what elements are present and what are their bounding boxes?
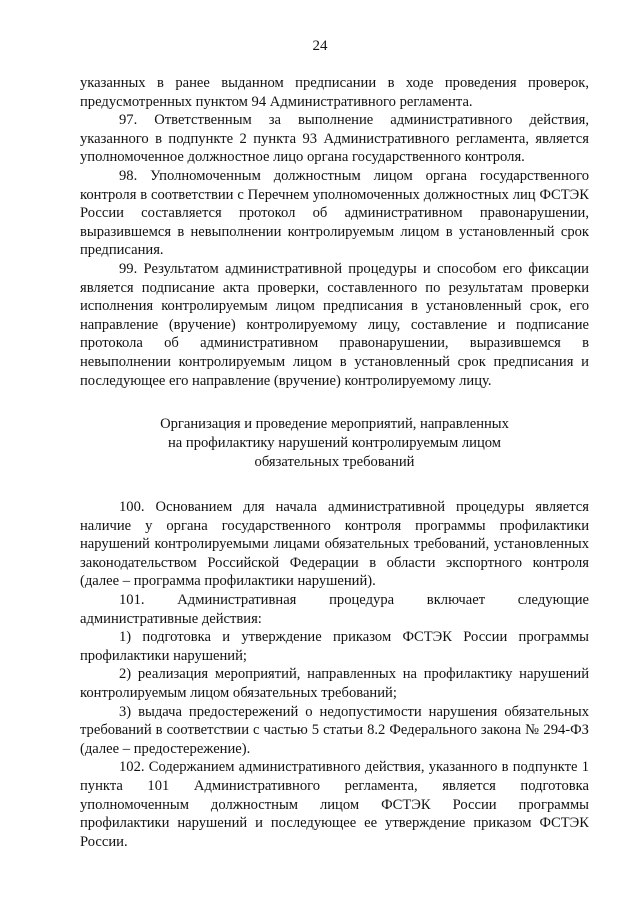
section-body xyxy=(80,498,589,851)
paragraph-99: 99. Результатом административной процедуры и способом его фиксации является подписание акта проверки, составленного по результатам проверки исполнения контролируемым лицом предписания в установленный срок, его направление (вручение) контролируемому лицу, составление и подписание протокола об административном правонарушении, выразившемся в невыполнении контролируемым лицом в установленный срок предписания и последующее его направление (вручение) контролируемому лицу. xyxy=(80,260,589,389)
section-heading-line-1: Организация и проведение мероприятий, направленных xyxy=(160,416,509,433)
paragraph-100: 100. Основанием для начала административной процедуры является наличие у органа государственного контроля программы профилактики нарушений контролируемыми лицами обязательных требований, установленных законодательством Российской Федерации в области экспортного контроля (далее – программа профилактики нарушений). xyxy=(80,499,589,590)
document-body xyxy=(80,74,589,851)
paragraph-101-item-3: 3) выдача предостережений о недопустимости нарушения обязательных требований в соответствии с частью 5 статьи 8.2 Федерального закона № 294-ФЗ (далее – предостережение). xyxy=(80,703,589,757)
section-heading xyxy=(80,415,589,472)
paragraph-continuation: указанных в ранее выданном предписании в ходе проведения проверок, предусмотренных пунктом 94 Административного регламента. xyxy=(80,75,589,110)
section-heading-line-3: обязательных требований xyxy=(254,454,415,471)
paragraph-101-item-1: 1) подготовка и утверждение приказом ФСТЭК России программы профилактики нарушений; xyxy=(80,629,589,664)
page-number: 24 xyxy=(312,38,328,54)
paragraph-101: 101. Административная процедура включает следующие административные действия: xyxy=(80,592,589,627)
paragraph-102: 102. Содержанием административного действия, указанного в подпункте 1 пункта 101 Административного регламента, является подготовка уполномоченным должностным лицом ФСТЭК России программы профилактики нарушений и последующее ее утверждение приказом ФСТЭК России. xyxy=(80,759,589,850)
paragraph-98: 98. Уполномоченным должностным лицом органа государственного контроля в соответствии с Перечнем уполномоченных должностных лиц ФСТЭК России составляется протокол об административном правонарушении, выразившемся в невыполнении контролируемым лицом в установленный срок предписания. xyxy=(80,167,589,259)
section-heading-line-2: на профилактику нарушений контролируемым лицом xyxy=(167,435,502,452)
paragraph-97: 97. Ответственным за выполнение административного действия, указанного в подпункте 2 пункта 93 Административного регламента, является уполномоченное должностное лицо органа государственного контроля. xyxy=(80,112,589,166)
paragraph-101-item-2: 2) реализация мероприятий, направленных на профилактику нарушений контролируемым лицом обязательных требований; xyxy=(80,666,589,702)
